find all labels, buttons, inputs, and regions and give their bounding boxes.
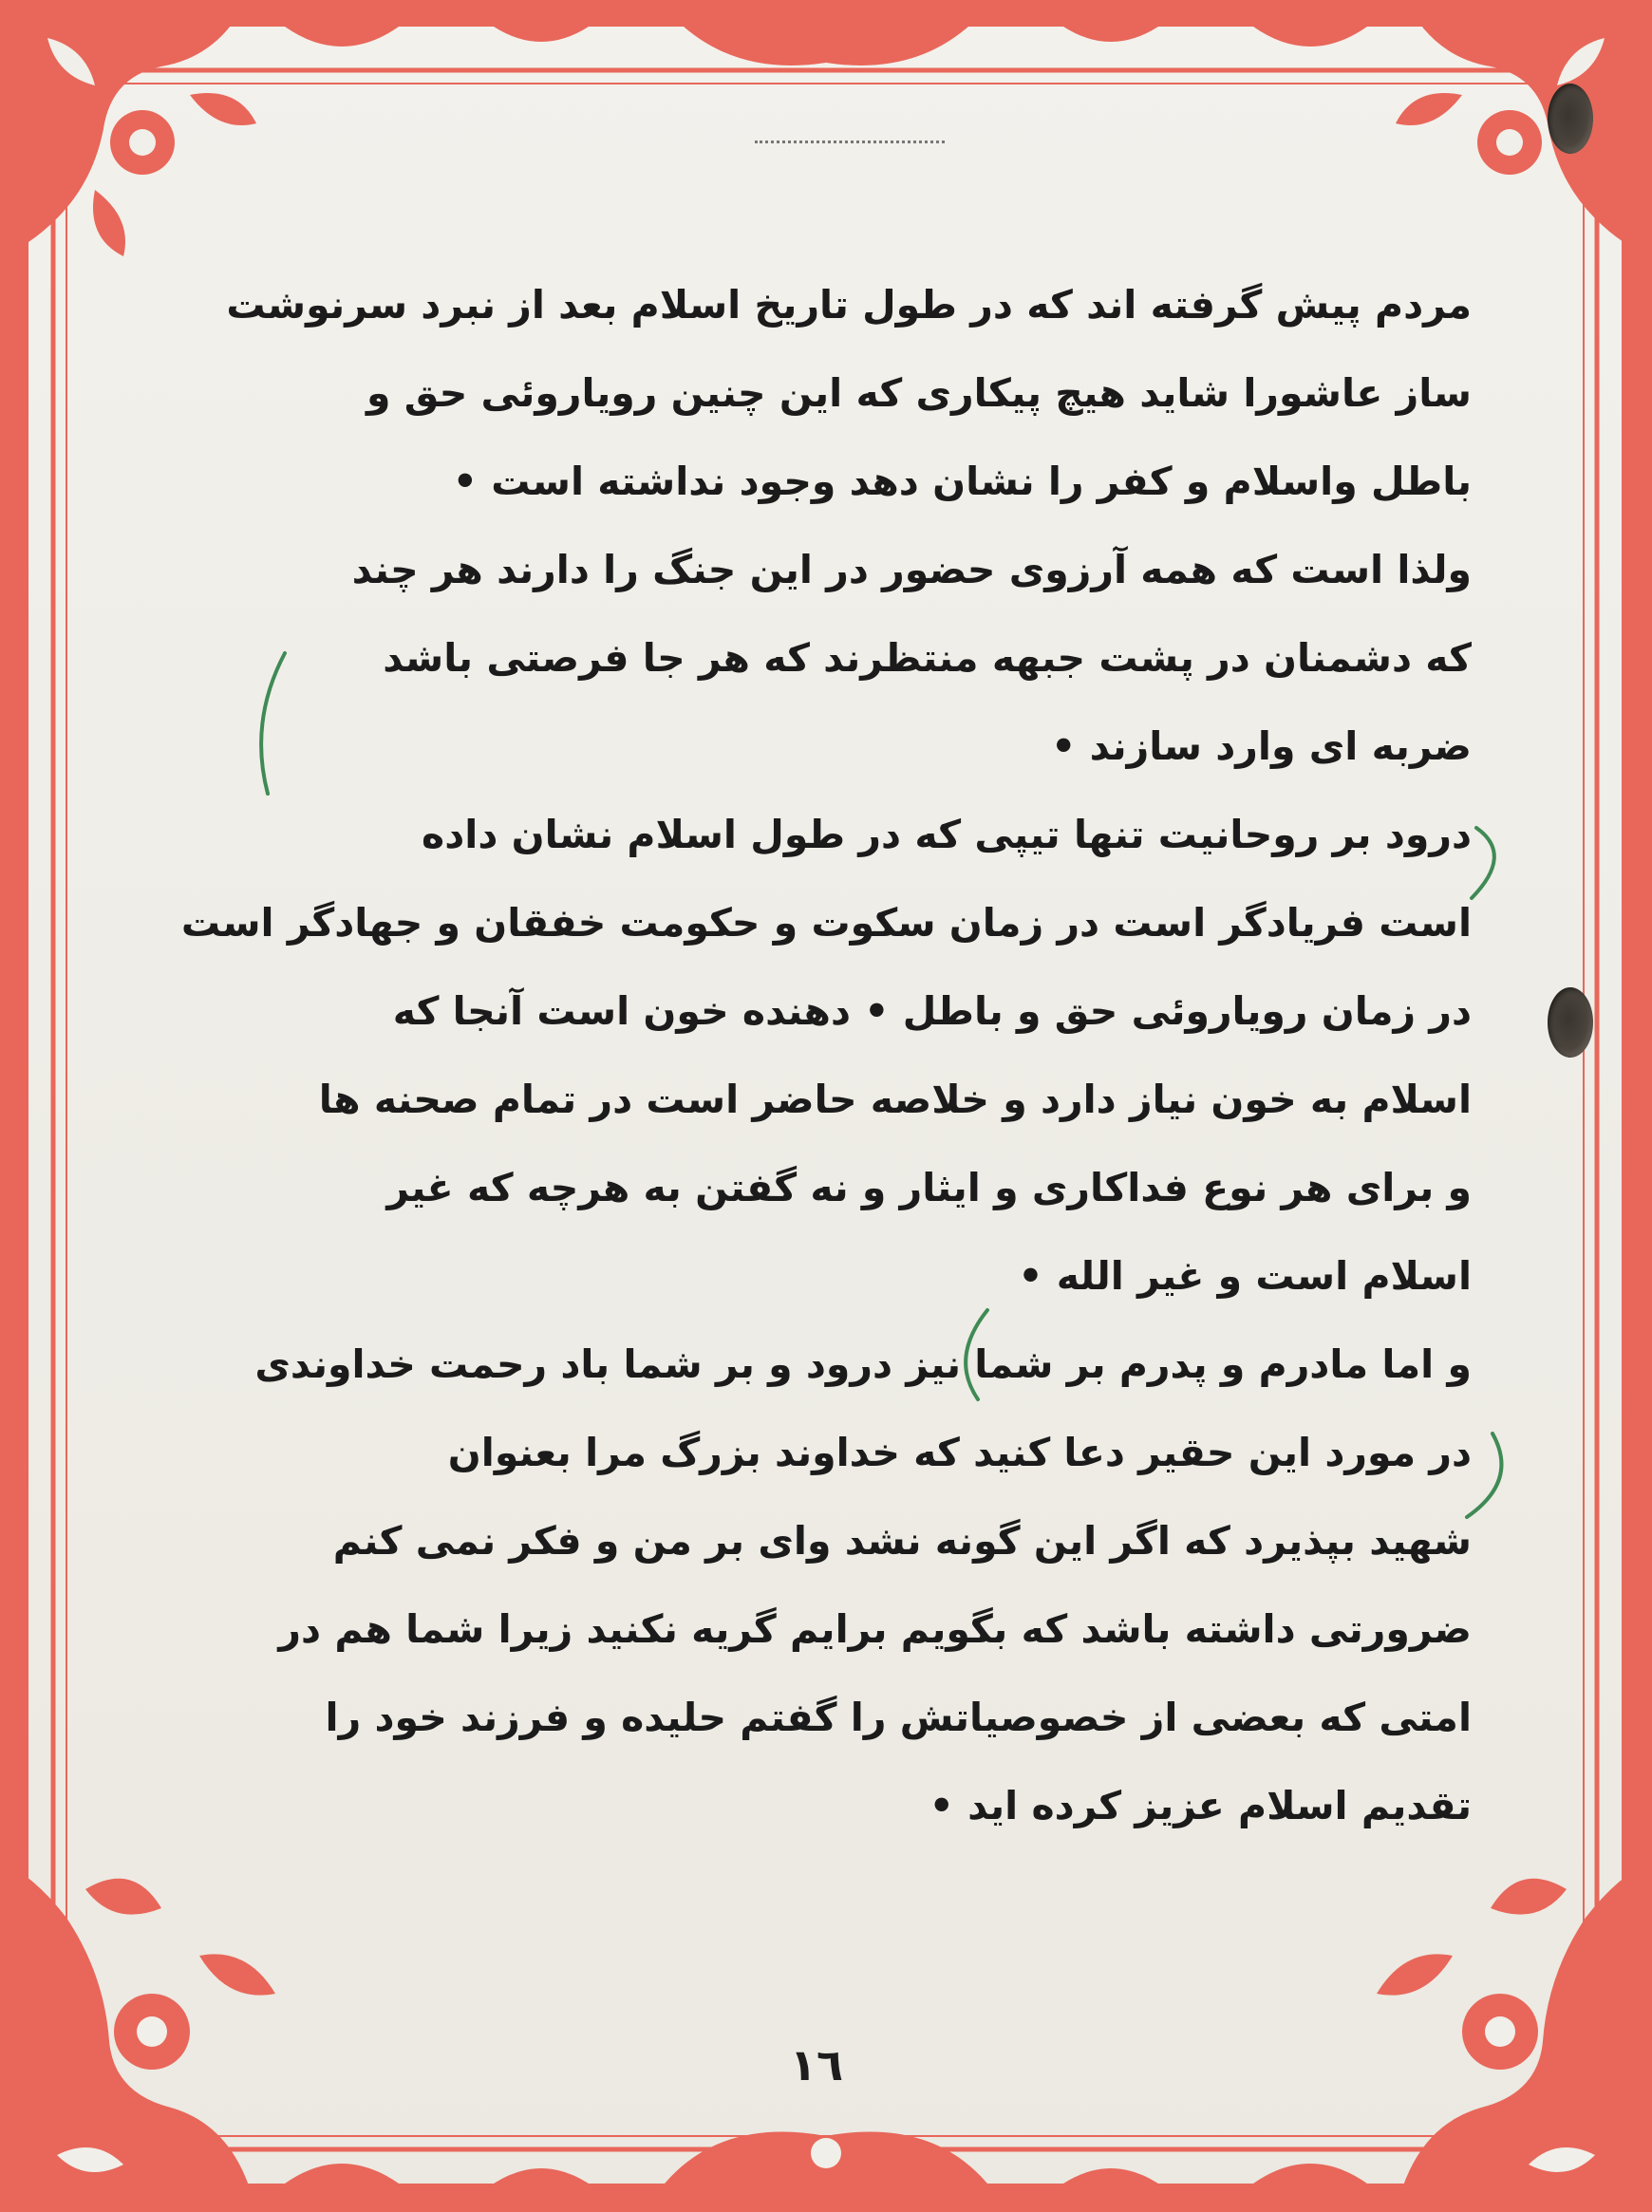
corner-ornament-top-right <box>1396 0 1652 256</box>
top-center-ornament <box>684 27 968 66</box>
text-line: امتی که بعضی از خصوصیاتش را گفتم حلیده و فرزند خود را <box>325 1695 1472 1740</box>
text-line: که دشمنان در پشت جبهه منتظرند که هر جا فرصتی باشد <box>383 635 1472 681</box>
text-line: ضربه ای وارد سازند • <box>1051 723 1472 769</box>
document-body <box>161 261 1472 1850</box>
punch-hole-middle <box>1548 987 1593 1058</box>
page-number: ١٦ <box>789 2039 844 2090</box>
text-line: اسلام است و غیر الله • <box>1018 1253 1472 1299</box>
text-line: ساز عاشورا شاید هیچ پیکاری که این چنین رویاروئی حق و <box>366 370 1472 416</box>
text-line: ضرورتی داشته باشد که بگویم برایم گریه نکنید زیرا شما هم در <box>278 1606 1472 1652</box>
text-line: اسلام به خون نیاز دارد و خلاصه حاضر است در تمام صحنه ها <box>318 1077 1472 1122</box>
corner-ornament-top-left <box>0 0 256 256</box>
text-line: و برای هر نوع فداکاری و ایثار و نه گفتن به هرچه که غیر <box>386 1165 1472 1210</box>
text-line: تقدیم اسلام عزیز کرده اید • <box>929 1783 1472 1828</box>
text-line: درود بر روحانیت تنها تیپی که در طول اسلام نشان داده <box>422 812 1472 857</box>
text-line: در مورد این حقیر دعا کنید که خداوند بزرگ مرا بعنوان <box>447 1430 1472 1475</box>
text-line: است فریادگر است در زمان سکوت و حکومت خفقان و جهادگر است <box>180 900 1472 946</box>
text-line: و اما مادرم و پدرم بر شما نیز درود و بر شما باد رحمت خداوندی <box>254 1341 1472 1387</box>
text-line: در زمان رویاروئی حق و باطل • دهنده خون است آنجا که <box>392 988 1472 1034</box>
punch-hole-top <box>1548 84 1593 154</box>
text-line: ولذا است که همه آرزوی حضور در این جنگ را دارند هر چند <box>351 547 1472 592</box>
text-line: مردم پیش گرفته اند که در طول تاریخ اسلام بعد از نبرد سرنوشت <box>226 282 1472 328</box>
text-line: باطل واسلام و کفر را نشان دهد وجود نداشته است • <box>452 459 1472 504</box>
dotted-rule <box>755 141 945 143</box>
bottom-center-ornament <box>665 2132 987 2184</box>
text-line: شهید بپذیرد که اگر این گونه نشد وای بر من و فکر نمی کنم <box>332 1518 1472 1564</box>
